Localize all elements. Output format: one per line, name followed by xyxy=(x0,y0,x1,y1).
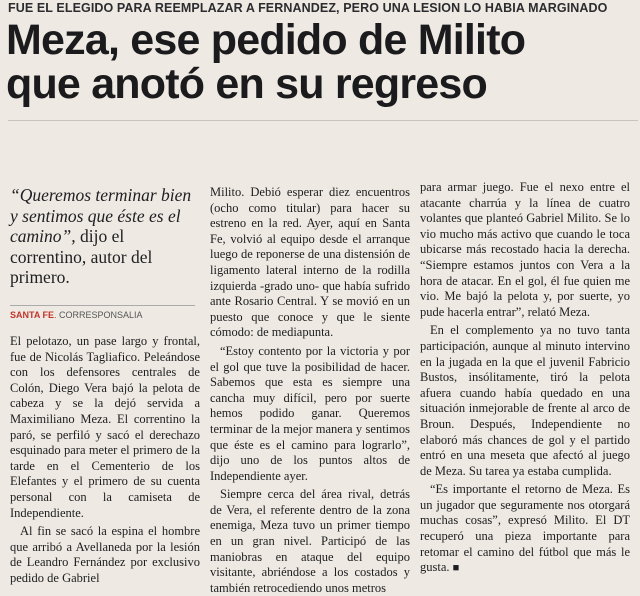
paragraph: El pelotazo, un pase largo y frontal, fue de Nicolás Tagliafico. Peleándose con los defensores centrales de Colón, Diego Vera bajó la pelota de cabeza y se la dejó servida a Maximiliano Meza. El correntino la paró, se perfiló y sacó el derechazo esquinado para meter el primero de la tarde en el Cementerio de los Elefantes y el primero de su cuenta personal con la camiseta de Independiente. xyxy=(10,334,200,520)
byline-role: CORRESPONSALIA xyxy=(59,310,143,320)
headline xyxy=(6,18,638,106)
article-column-1 xyxy=(10,334,200,587)
paragraph: para armar juego. Fue el nexo entre el atacante charrúa y la línea de cuatro volantes que planteó Gabriel Milito. Se lo vio mucho más activo que cuando le toca ubicarse más recostado hacia la derecha. “Siempre estamos juntos con Vera a la hora de atacar. En el gol, él fue quien me vio. Me bajó la pelota y, por suerte, yo pude hacerla entrar”, relató Meza. xyxy=(420,180,630,319)
end-mark: ■ xyxy=(452,562,460,575)
headline-line-2: que anotó en su regreso xyxy=(6,60,487,108)
closing-paragraph-text: “Es importante el retorno de Meza. Es un jugador que seguramente nos otorgará muchas cosas”, expresó Milito. El DT recuperó una pieza importante para retomar el camino del fútbol que más le gusta. xyxy=(420,482,630,575)
byline xyxy=(10,305,195,320)
pull-quote-attribution: dijo el correntino, autor del primero. xyxy=(10,226,153,287)
paragraph: Milito. Debió esperar diez encuentros (ocho como titular) para hacer su estreno en la red. Ayer, aquí en Santa Fe, volvió al equipo desde el arranque luego de reponerse de una distensión de ligamento lateral interno de la rodilla izquierda -grado uno- que había sufrido ante Rosario Central. Y se movió en un puesto que conoce y que le siente cómodo: de mediapunta. xyxy=(210,185,410,340)
paragraph: Siempre cerca del área rival, detrás de Vera, el referente dentro de la zona enemiga, Meza tuvo un primer tiempo en un gran nivel. Participó de las maniobras en ataque del equipo visitante, abriéndose a los costados y también retrocediendo unos metros xyxy=(210,487,410,595)
paragraph: Al fin se sacó la espina el hombre que arribó a Avellaneda por la lesión de Leandro Fernández por exclusivo pedido de Gabriel xyxy=(10,524,200,585)
kicker: FUE EL ELEGIDO PARA REEMPLAZAR A FERNANDEZ, PERO UNA LESION LO HABIA MARGINADO xyxy=(8,1,608,15)
byline-separator: . xyxy=(54,310,57,320)
headline-rule xyxy=(8,120,638,121)
pull-quote xyxy=(10,185,195,288)
article-column-2 xyxy=(210,185,410,596)
article-column-3 xyxy=(420,180,630,577)
byline-place: SANTA FE xyxy=(10,310,54,320)
headline-line-1: Meza, ese pedido de Milito xyxy=(6,16,526,64)
paragraph xyxy=(420,482,630,577)
paragraph: En el complemento ya no tuvo tanta participación, aunque al minuto intervino en la jugada en la que el juvenil Fabricio Bustos, insólitamente, tiró la pelota afuera cuando había quedado en una situación inmejorable de frente al arco de Broun. Después, Independiente no elaboró más chances de gol y el partido entró en una meseta que afectó al juego de Meza. Su tarea ya estaba cumplida. xyxy=(420,323,630,478)
paragraph: “Estoy contento por la victoria y por el gol que tuve la posibilidad de hacer. Sabemos que esta es siempre una cancha muy difícil, pero por suerte hemos podido ganar. Queremos terminar de la mejor manera y sentimos que éste es el camino para lograrlo”, dijo uno de los puntos altos de Independiente ayer. xyxy=(210,343,410,483)
pull-quote-text: “Queremos terminar bien y sentimos que éste es el camino”, xyxy=(10,185,192,246)
